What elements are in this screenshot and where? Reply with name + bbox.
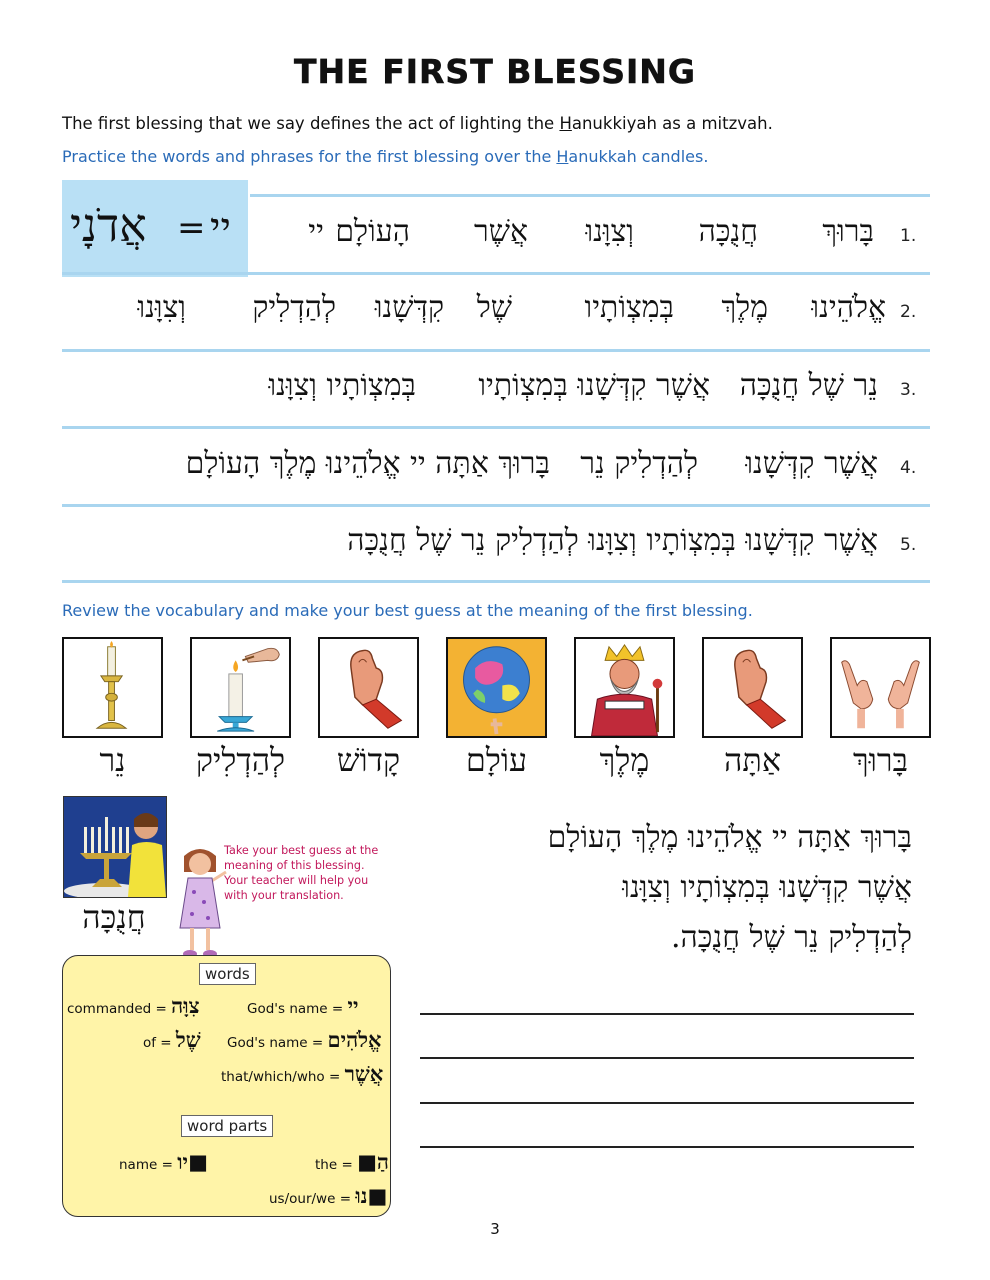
- raised-hands-icon: [832, 639, 929, 736]
- row2-word: קִדְּשָׁנוּ: [374, 290, 444, 325]
- word-part-entry: [119, 1149, 208, 1175]
- gods-name-abbr: יי: [210, 205, 231, 251]
- glossary-hebrew: הַ■: [357, 1149, 389, 1174]
- gods-name-full: אֲדֹנָי: [70, 198, 147, 252]
- row1-word: בָּרוּךְ: [822, 214, 874, 249]
- intro-underlined: H: [559, 114, 572, 133]
- equals-sign: =: [177, 208, 206, 248]
- row2-word: מֶלֶךְ: [721, 290, 768, 325]
- row5-phrase: אֲשֶׁר קִדְּשָׁנוּ בְּמִצְוֹתָיו וְצִוָּנוּ לְהַדְלִיק נֵר שֶׁל חֲנֻכָּה: [347, 523, 878, 558]
- glossary-hebrew: ■יו: [177, 1149, 208, 1174]
- row-rule: [62, 426, 930, 429]
- glossary-label: name =: [119, 1157, 173, 1173]
- row4-phrase: לְהַדְלִיק נֵר: [580, 446, 698, 481]
- glossary-entry: [221, 1061, 383, 1087]
- row2-word: בְּמִצְוֹתָיו: [584, 290, 674, 325]
- glossary-label: commanded =: [67, 1001, 167, 1017]
- row2-word: אֱלֹהֵינוּ: [811, 290, 886, 325]
- glossary-label: God's name =: [247, 1001, 344, 1017]
- hanukkah-word: חֲנֻכָּה: [82, 898, 146, 936]
- row1-word: וְצִוָּנוּ: [585, 214, 634, 249]
- vocab-card-ner: [62, 637, 163, 738]
- speech-bubble-text: Take your best guess at the meaning of this blessing. Your teacher will help you with your translation.: [224, 844, 379, 902]
- row1-word: אֲשֶׁר: [474, 214, 528, 249]
- glossary-label: God's name =: [227, 1035, 324, 1051]
- row2-word: לְהַדְלִיק: [252, 290, 336, 325]
- words-tag: words: [199, 963, 256, 985]
- row3-phrase: אֲשֶׁר קִדְּשָׁנוּ בְּמִצְוֹתָיו: [478, 368, 710, 403]
- glossary-entry: [67, 993, 200, 1019]
- vocab-card-kadosh: [318, 637, 419, 738]
- page-title: THE FIRST BLESSING: [294, 52, 696, 91]
- blessing-line: לְהַדְלִיק נֵר שֶׁל חֲנֻכָּה.: [670, 920, 912, 955]
- king-icon: [576, 639, 673, 736]
- glossary-label: us/our/we =: [269, 1191, 352, 1207]
- row3-phrase: נֵר שֶׁל חֲנֻכָּה: [739, 368, 878, 403]
- row-number: 4.: [900, 458, 917, 478]
- glossary-hebrew: ■נוּ: [355, 1183, 388, 1208]
- word-box: [62, 955, 391, 1217]
- glossary-hebrew: צִוָּה: [171, 993, 200, 1018]
- vocab-card-melekh: [574, 637, 675, 738]
- row-rule: [62, 504, 930, 507]
- row1-word: חֲנֻכָּה: [698, 214, 758, 249]
- intro-text: [62, 114, 773, 133]
- vocab-word: קָדוֹשׁ: [336, 741, 401, 779]
- row1-word: הָעוֹלָם: [335, 214, 410, 249]
- vocab-word: מֶלֶךְ: [599, 741, 650, 779]
- blessing-line: בָּרוּךְ אַתָּה יי אֱלֹהֵינוּ מֶלֶךְ הָעוֹלָם: [547, 820, 912, 855]
- glossary-hebrew: שֶׁל: [175, 1027, 201, 1052]
- practice-instruction: [62, 147, 708, 166]
- intro-part: The first blessing that we say defines the act of lighting the: [62, 114, 560, 133]
- answer-line[interactable]: [420, 1102, 914, 1104]
- answer-line[interactable]: [420, 1146, 914, 1148]
- glossary-hebrew: אֱלֹהִים: [327, 1027, 382, 1052]
- glossary-label: of =: [143, 1035, 172, 1051]
- word-parts-tag: word parts: [181, 1115, 273, 1137]
- answer-line[interactable]: [420, 1013, 914, 1015]
- word-part-entry: [315, 1149, 389, 1175]
- lighting-candle-icon: [192, 639, 289, 736]
- vocab-word: בָּרוּךְ: [852, 741, 909, 779]
- row-rule: [62, 349, 930, 352]
- pointing-hand-icon: [320, 639, 417, 736]
- hanukkiyah-photo: [63, 796, 167, 898]
- glossary-entry: [227, 1027, 382, 1053]
- row3-phrase: בְּמִצְוֹתָיו וְצִוָּנוּ: [268, 368, 416, 403]
- vocab-card-barukh: [830, 637, 931, 738]
- row1-word: יי: [308, 214, 324, 249]
- page-number: 3: [490, 1220, 500, 1238]
- glossary-label: the =: [315, 1157, 353, 1173]
- girl-illustration: [170, 842, 230, 960]
- glossary-label: that/which/who =: [221, 1069, 341, 1085]
- vocab-card-lehadlik: [190, 637, 291, 738]
- pointing-hand-icon: [704, 639, 801, 736]
- gods-name-box: [62, 180, 248, 277]
- row4-phrase: בָּרוּךְ אַתָּה יי אֱלֹהֵינוּ מֶלֶךְ הָעוֹלָם: [185, 446, 550, 481]
- row4-phrase: אֲשֶׁר קִדְּשָׁנוּ: [745, 446, 878, 481]
- practice-part: Practice the words and phrases for the first blessing over the: [62, 147, 557, 166]
- row2-word: שֶׁל: [476, 290, 512, 325]
- row-number: 1.: [900, 226, 917, 246]
- glossary-hebrew: יי: [347, 993, 359, 1018]
- review-instruction: Review the vocabulary and make your best guess at the meaning of the first blessing.: [62, 601, 753, 620]
- answer-line[interactable]: [420, 1057, 914, 1059]
- vocab-card-atah: [702, 637, 803, 738]
- word-part-entry: [269, 1183, 387, 1209]
- row-rule: [62, 272, 930, 275]
- vocab-word: אַתָּה: [723, 741, 782, 779]
- row-number: 2.: [900, 302, 917, 322]
- vocab-word: עוֹלָם: [465, 741, 528, 779]
- candlestick-icon: [64, 639, 161, 736]
- practice-underlined: H: [556, 147, 569, 166]
- row-rule: [250, 194, 930, 197]
- practice-part: anukkah candles.: [568, 147, 709, 166]
- vocab-word: נֵר: [99, 741, 126, 779]
- row2-word: וְצִוָּנוּ: [137, 290, 186, 325]
- glossary-hebrew: אֲשֶׁר: [344, 1061, 384, 1086]
- blessing-line: אֲשֶׁר קִדְּשָׁנוּ בְּמִצְוֹתָיו וְצִוָּנוּ: [622, 870, 912, 905]
- vocab-word: לְהַדְלִיק: [195, 741, 286, 779]
- row-number: 5.: [900, 535, 917, 555]
- glossary-entry: [247, 993, 359, 1019]
- vocab-card-olam: [446, 637, 547, 738]
- row-number: 3.: [900, 380, 917, 400]
- globe-icon: [448, 639, 545, 736]
- row-rule: [62, 580, 930, 583]
- intro-part: anukkiyah as a mitzvah.: [571, 114, 773, 133]
- glossary-entry: [143, 1027, 201, 1053]
